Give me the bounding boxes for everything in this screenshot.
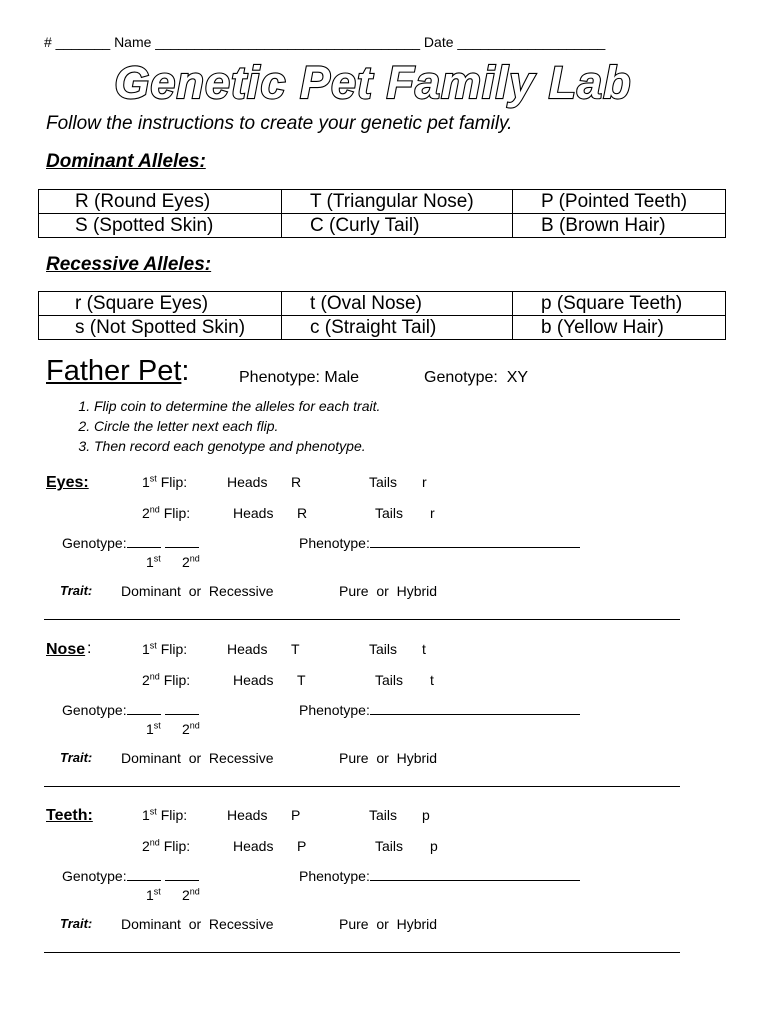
phenotype-row <box>299 702 580 718</box>
ordinal-suffix: nd <box>189 720 200 731</box>
second-flip-label <box>142 505 190 521</box>
list-item: 3. Then record each genotype and phenotype. <box>94 436 380 456</box>
ordinal-suffix: nd <box>149 504 160 515</box>
trait-suffix: : <box>87 640 92 657</box>
table-cell: b (Yellow Hair) <box>513 316 726 340</box>
genotype-second-caption <box>182 721 200 737</box>
tails-option[interactable]: Tails <box>375 672 404 688</box>
trait-label: Trait: <box>60 750 93 765</box>
tails-option[interactable]: Tails <box>375 505 404 521</box>
genotype-blank-2[interactable] <box>165 535 199 548</box>
section-divider <box>44 952 680 953</box>
heads-allele[interactable]: R <box>291 474 302 490</box>
ordinal-suffix: st <box>149 806 157 817</box>
trait-name: Eyes: <box>46 474 89 491</box>
ordinal-number: 2 <box>142 505 150 521</box>
heads-option[interactable]: Heads <box>233 672 274 688</box>
heads-allele[interactable]: P <box>297 838 307 854</box>
tails-allele[interactable]: t <box>422 641 426 657</box>
genotype-row <box>62 535 199 551</box>
ordinal-suffix: nd <box>149 837 160 848</box>
tails-allele[interactable]: r <box>422 474 427 490</box>
genotype-first-caption <box>146 721 161 737</box>
trait-name: Teeth: <box>46 807 93 824</box>
list-item: 1. Flip coin to determine the alleles for each trait. <box>94 396 380 416</box>
genotype-row <box>62 702 199 718</box>
heads-option[interactable]: Heads <box>233 838 274 854</box>
phenotype-row <box>299 868 580 884</box>
tails-allele[interactable]: r <box>430 505 435 521</box>
ordinal-number: 2 <box>182 554 190 570</box>
phenotype-label: Phenotype: <box>299 702 370 718</box>
tails-option[interactable]: Tails <box>369 474 398 490</box>
genotype-label: Genotype: <box>62 702 127 718</box>
page-title <box>0 56 768 112</box>
ordinal-number: 1 <box>142 474 150 490</box>
name-date-header[interactable]: # _______ Name __________________________________ Date ___________________ <box>44 34 606 50</box>
table-cell: B (Brown Hair) <box>513 214 726 238</box>
ordinal-number: 1 <box>146 721 154 737</box>
ordinal-number: 2 <box>182 721 190 737</box>
table-row <box>39 292 726 316</box>
ordinal-suffix: st <box>153 553 161 564</box>
table-row <box>39 214 726 238</box>
table-cell: T (Triangular Nose) <box>282 190 513 214</box>
phenotype-label: Phenotype: <box>299 868 370 884</box>
section-divider <box>44 619 680 620</box>
heads-option[interactable]: Heads <box>227 807 268 823</box>
ordinal-suffix: nd <box>149 671 160 682</box>
ordinal-number: 2 <box>142 838 150 854</box>
father-pet-colon: : <box>181 355 190 387</box>
heads-option[interactable]: Heads <box>227 641 268 657</box>
table-cell: C (Curly Tail) <box>282 214 513 238</box>
ordinal-suffix: nd <box>189 553 200 564</box>
tails-allele[interactable]: t <box>430 672 434 688</box>
tails-option[interactable]: Tails <box>369 807 398 823</box>
tails-option[interactable]: Tails <box>369 641 398 657</box>
first-flip-label <box>142 474 187 490</box>
instruction-list <box>48 396 380 456</box>
flip-text: Flip: <box>160 641 188 657</box>
trait-heading <box>46 641 85 659</box>
heads-option[interactable]: Heads <box>233 505 274 521</box>
table-cell: r (Square Eyes) <box>39 292 282 316</box>
trait-heading <box>46 474 89 492</box>
dominant-alleles-table <box>38 189 726 238</box>
father-pet-heading <box>46 355 189 388</box>
heads-option[interactable]: Heads <box>227 474 268 490</box>
ordinal-suffix: st <box>149 640 157 651</box>
father-pet-label: Father Pet <box>46 355 182 387</box>
flip-text: Flip: <box>160 807 188 823</box>
dominant-or-recessive-choice[interactable]: Dominant or Recessive <box>121 750 274 766</box>
ordinal-number: 1 <box>146 887 154 903</box>
tails-allele[interactable]: p <box>430 838 438 854</box>
first-flip-label <box>142 807 187 823</box>
trait-label: Trait: <box>60 583 93 598</box>
flip-text: Flip: <box>163 672 191 688</box>
pure-or-hybrid-choice[interactable]: Pure or Hybrid <box>339 916 438 932</box>
table-row <box>39 316 726 340</box>
table-cell: R (Round Eyes) <box>39 190 282 214</box>
ordinal-number: 1 <box>142 807 150 823</box>
genotype-blank-2[interactable] <box>165 868 199 881</box>
pure-or-hybrid-choice[interactable]: Pure or Hybrid <box>339 583 438 599</box>
pure-or-hybrid-choice[interactable]: Pure or Hybrid <box>339 750 438 766</box>
list-item: 2. Circle the letter next each flip. <box>94 416 380 436</box>
heads-allele[interactable]: T <box>297 672 306 688</box>
tails-allele[interactable]: p <box>422 807 430 823</box>
first-flip-label <box>142 641 187 657</box>
phenotype-blank[interactable] <box>370 702 580 715</box>
genotype-second-caption <box>182 554 200 570</box>
second-flip-label <box>142 672 190 688</box>
father-phenotype: Phenotype: Male <box>239 369 360 386</box>
table-cell: c (Straight Tail) <box>282 316 513 340</box>
phenotype-blank[interactable] <box>370 535 580 548</box>
heads-allele[interactable]: P <box>291 807 301 823</box>
second-flip-label <box>142 838 190 854</box>
genotype-first-caption <box>146 554 161 570</box>
genotype-blank-1[interactable] <box>127 702 161 715</box>
ordinal-number: 1 <box>146 554 154 570</box>
flip-text: Flip: <box>160 474 188 490</box>
genotype-label: Genotype: <box>62 868 127 884</box>
genotype-blank-1[interactable] <box>127 535 161 548</box>
table-cell: S (Spotted Skin) <box>39 214 282 238</box>
ordinal-number: 2 <box>142 672 150 688</box>
trait-name: Nose <box>46 641 86 658</box>
table-cell: s (Not Spotted Skin) <box>39 316 282 340</box>
genotype-label: Genotype: <box>62 535 127 551</box>
genotype-row <box>62 868 199 884</box>
flip-text: Flip: <box>163 505 191 521</box>
tails-option[interactable]: Tails <box>375 838 404 854</box>
page-title-graphic <box>0 56 768 112</box>
section-divider <box>44 786 680 787</box>
dominant-or-recessive-choice[interactable]: Dominant or Recessive <box>121 916 274 932</box>
phenotype-label: Phenotype: <box>299 535 370 551</box>
ordinal-suffix: st <box>153 886 161 897</box>
genotype-second-caption <box>182 887 200 903</box>
table-row <box>39 190 726 214</box>
ordinal-suffix: st <box>149 473 157 484</box>
heads-allele[interactable]: R <box>297 505 308 521</box>
table-cell: t (Oval Nose) <box>282 292 513 316</box>
trait-heading <box>46 807 93 825</box>
genotype-blank-2[interactable] <box>165 702 199 715</box>
father-genotype: Genotype: XY <box>424 369 529 386</box>
table-cell: p (Square Teeth) <box>513 292 726 316</box>
dominant-heading: Dominant Alleles: <box>46 151 206 172</box>
genotype-first-caption <box>146 887 161 903</box>
flip-text: Flip: <box>163 838 191 854</box>
page-title-text: Genetic Pet Family Lab <box>114 57 632 108</box>
ordinal-suffix: nd <box>189 886 200 897</box>
ordinal-number: 1 <box>142 641 150 657</box>
heads-allele[interactable]: T <box>291 641 300 657</box>
ordinal-suffix: st <box>153 720 161 731</box>
phenotype-blank[interactable] <box>370 868 580 881</box>
trait-label: Trait: <box>60 916 93 931</box>
dominant-or-recessive-choice[interactable]: Dominant or Recessive <box>121 583 274 599</box>
phenotype-row <box>299 535 580 551</box>
intro-text: Follow the instructions to create your genetic pet family. <box>46 113 513 134</box>
recessive-alleles-table <box>38 291 726 340</box>
genotype-blank-1[interactable] <box>127 868 161 881</box>
ordinal-number: 2 <box>182 887 190 903</box>
table-cell: P (Pointed Teeth) <box>513 190 726 214</box>
recessive-heading: Recessive Alleles: <box>46 254 212 275</box>
